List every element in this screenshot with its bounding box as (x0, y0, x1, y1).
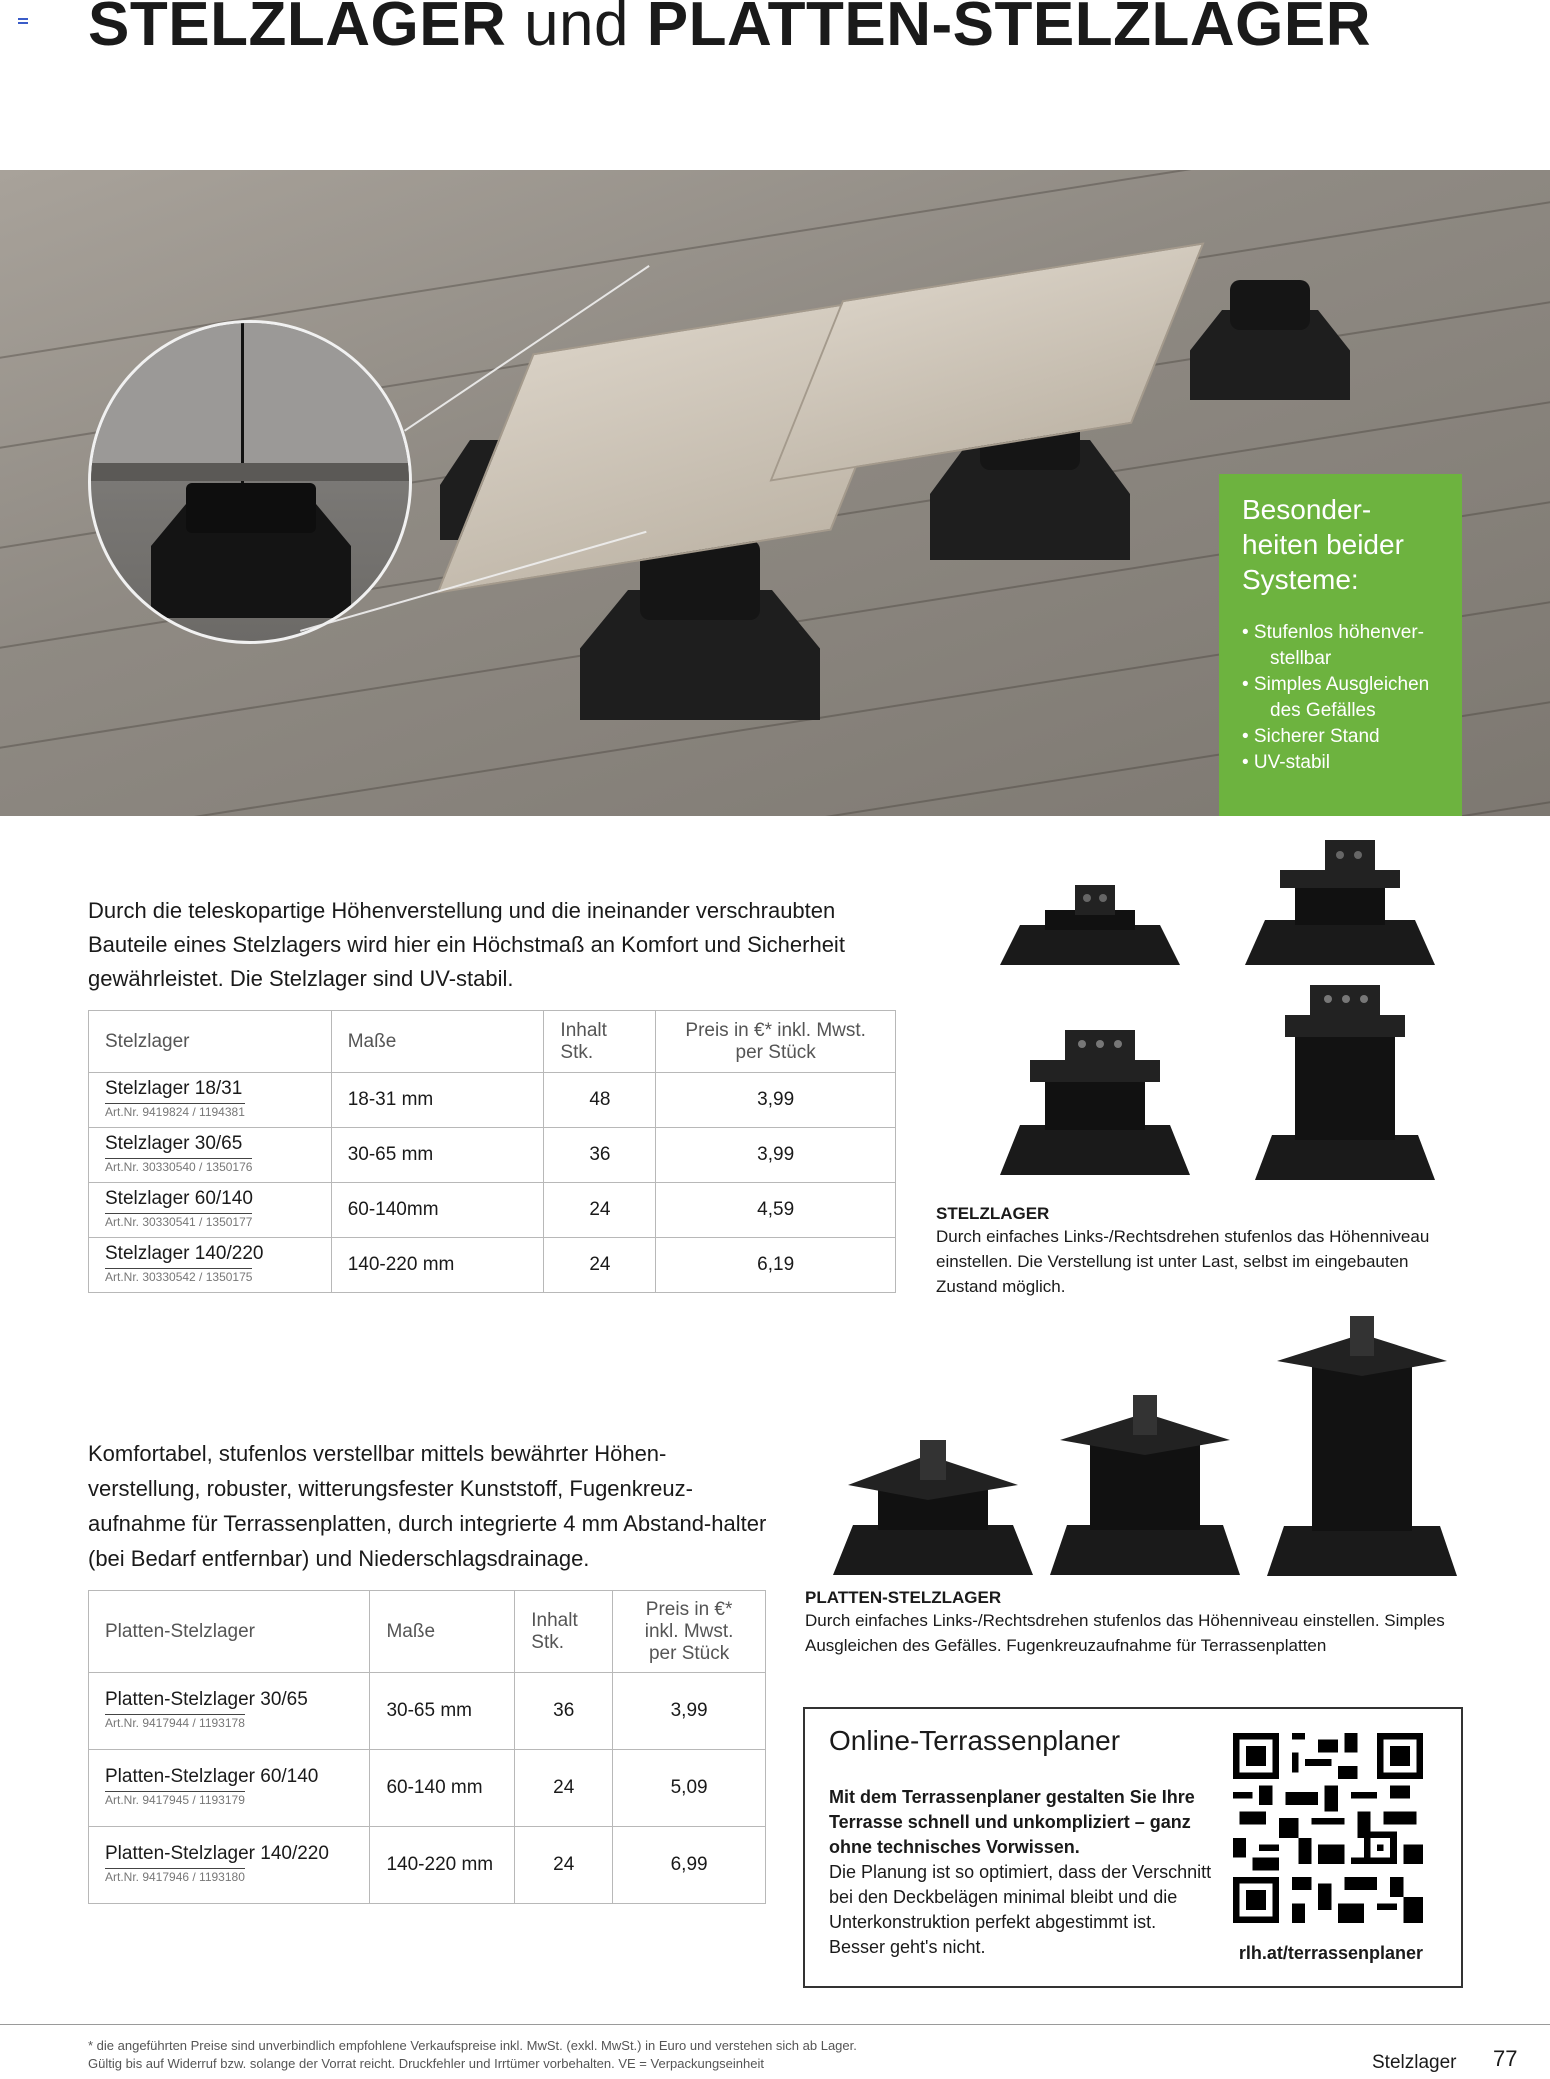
table-row (89, 1673, 766, 1750)
quantity-cell: 48 (544, 1073, 656, 1128)
table-row (89, 1827, 766, 1904)
footer-divider (0, 2024, 1550, 2025)
dimension-cell: 60-140mm (331, 1183, 544, 1238)
product-name: Stelzlager 30/65 (105, 1133, 243, 1154)
product-name: Platten-Stelzlager 30/65 (105, 1689, 308, 1710)
stelzlager-product-image (1250, 985, 1440, 1185)
feature-item: • Sicherer Stand (1242, 726, 1380, 747)
feature-list (1242, 620, 1429, 776)
stelzlager-caption (936, 1204, 1456, 1299)
article-number: Art.Nr. 30330540 / 1350176 (105, 1160, 253, 1174)
table-row (89, 1750, 766, 1827)
qr-code-icon[interactable] (1233, 1733, 1423, 1923)
article-number: Art.Nr. 9417946 / 1193180 (105, 1870, 245, 1884)
dimension-cell: 30-65 mm (331, 1128, 544, 1183)
table-row (89, 1128, 896, 1183)
article-number: Art.Nr. 30330541 / 1350177 (105, 1215, 253, 1229)
product-name: Stelzlager 60/140 (105, 1188, 253, 1209)
caption-text: Durch einfaches Links-/Rechtsdrehen stufenlos das Höhenniveau einstellen. Die Verstellung ist unter Last, selbst im eingebauten Zustand möglich. (936, 1227, 1430, 1296)
article-number: Art.Nr. 9419824 / 1194381 (105, 1105, 245, 1119)
footnote: * die angeführten Preise sind unverbindlich empfohlene Verkaufspreise inkl. MwSt. (exkl. MwSt.) in Euro und verstehen sich ab Lager. Gültig bis auf Widerruf bzw. solange der Vorrat reicht. Druckfehler und Irrtümer vorbehalten. VE = Verpackungseinheit (88, 2038, 857, 2071)
table-header: Inhalt Stk. (515, 1591, 613, 1673)
table-header: Inhalt Stk. (544, 1011, 656, 1073)
menu-icon (18, 18, 28, 26)
platten-stelzlager-product-image (1045, 1395, 1245, 1580)
feature-item: • UV-stabil (1242, 752, 1330, 773)
product-name: Stelzlager 140/220 (105, 1243, 264, 1264)
price-cell: 6,19 (656, 1238, 896, 1293)
planer-body-text: Die Planung ist so optimiert, dass der Verschnitt bei den Deckbelägen minimal bleibt und die Unterkonstruktion perfekt abgestimmt ist. Besser geht's nicht. (829, 1862, 1212, 1957)
table-header: Maße (331, 1011, 544, 1073)
product-name: Platten-Stelzlager 140/220 (105, 1843, 329, 1864)
article-number: Art.Nr. 9417944 / 1193178 (105, 1716, 245, 1730)
planer-url-link[interactable]: rlh.at/terrassenplaner (1238, 1943, 1423, 1963)
dimension-cell: 30-65 mm (370, 1673, 515, 1750)
quantity-cell: 24 (515, 1750, 613, 1827)
feature-item: • Stufenlos höhenver- stellbar (1242, 622, 1424, 669)
quantity-cell: 24 (544, 1238, 656, 1293)
planer-text (829, 1785, 1214, 1960)
table-row (89, 1183, 896, 1238)
table-header: Stelzlager (89, 1011, 332, 1073)
stelzlager-table (88, 1010, 896, 1293)
dimension-cell: 140-220 mm (331, 1238, 544, 1293)
detail-zoom-circle (88, 320, 412, 644)
product-name: Platten-Stelzlager 60/140 (105, 1766, 319, 1787)
quantity-cell: 36 (544, 1128, 656, 1183)
quantity-cell: 36 (515, 1673, 613, 1750)
caption-title: PLATTEN-STELZLAGER (805, 1588, 1002, 1607)
table-header: Preis in €* inkl. Mwst. per Stück (656, 1011, 896, 1073)
caption-title: STELZLAGER (936, 1204, 1050, 1223)
planer-bold-text: Mit dem Terrassenplaner gestalten Sie Ihre Terrasse schnell und unkompliziert – ganz ohne technisches Vorwissen. (829, 1787, 1195, 1857)
article-number: Art.Nr. 30330542 / 1350175 (105, 1270, 253, 1284)
platten-stelzlager-product-image (828, 1440, 1038, 1580)
price-cell: 4,59 (656, 1183, 896, 1238)
feature-box (1219, 474, 1462, 816)
page-number: 77 (1493, 2046, 1518, 2071)
article-number: Art.Nr. 9417945 / 1193179 (105, 1793, 245, 1807)
caption-text: Durch einfaches Links-/Rechtsdrehen stufenlos das Höhenniveau einstellen. Simples Ausgleichen des Gefälles. Fugenkreuzaufnahme für Terrassenplatten (805, 1611, 1445, 1655)
terrassenplaner-box (803, 1707, 1463, 1988)
table-header: Platten-Stelzlager (89, 1591, 370, 1673)
product-name: Stelzlager 18/31 (105, 1078, 243, 1099)
page-title: STELZLAGER und PLATTEN-STELZLAGER (88, 0, 1371, 59)
feature-box-heading: Besonder- heiten beider Systeme: (1242, 494, 1404, 595)
price-cell: 3,99 (656, 1128, 896, 1183)
table-row (89, 1073, 896, 1128)
stelzlager-product-image (985, 880, 1195, 970)
dimension-cell: 140-220 mm (370, 1827, 515, 1904)
table-header: Preis in €* inkl. Mwst. per Stück (613, 1591, 766, 1673)
price-cell: 3,99 (613, 1673, 766, 1750)
quantity-cell: 24 (515, 1827, 613, 1904)
table-row (89, 1238, 896, 1293)
platten-stelzlager-table (88, 1590, 766, 1904)
quantity-cell: 24 (544, 1183, 656, 1238)
footer-section-label: Stelzlager (1372, 2052, 1457, 2073)
planer-title: Online-Terrassenplaner (829, 1725, 1121, 1756)
dimension-cell: 18-31 mm (331, 1073, 544, 1128)
price-cell: 5,09 (613, 1750, 766, 1827)
price-cell: 3,99 (656, 1073, 896, 1128)
stelzlager-product-image (1240, 840, 1440, 970)
platten-stelzlager-product-image (1262, 1316, 1462, 1581)
table-header: Maße (370, 1591, 515, 1673)
platten-stelzlager-caption (805, 1588, 1485, 1658)
price-cell: 6,99 (613, 1827, 766, 1904)
platten-stelzlager-intro: Komfortabel, stufenlos verstellbar mittels bewährter Höhen-verstellung, robuster, witterungsfester Kunststoff, Fugenkreuz-aufnahme für Terrassenplatten, durch integrierte 4 mm Abstand-halter (bei Bedarf entfernbar) und Niederschlagsdrainage. (88, 1441, 767, 1571)
stelzlager-product-image (990, 1030, 1200, 1180)
dimension-cell: 60-140 mm (370, 1750, 515, 1827)
stelzlager-intro: Durch die teleskopartige Höhenverstellung und die ineinander verschraubten Bauteile eines Stelzlagers wird hier ein Höchstmaß an Komfort und Sicherheit gewährleistet. Die Stelzlager sind UV-stabil. (88, 898, 845, 991)
feature-item: • Simples Ausgleichen des Gefälles (1242, 674, 1430, 721)
